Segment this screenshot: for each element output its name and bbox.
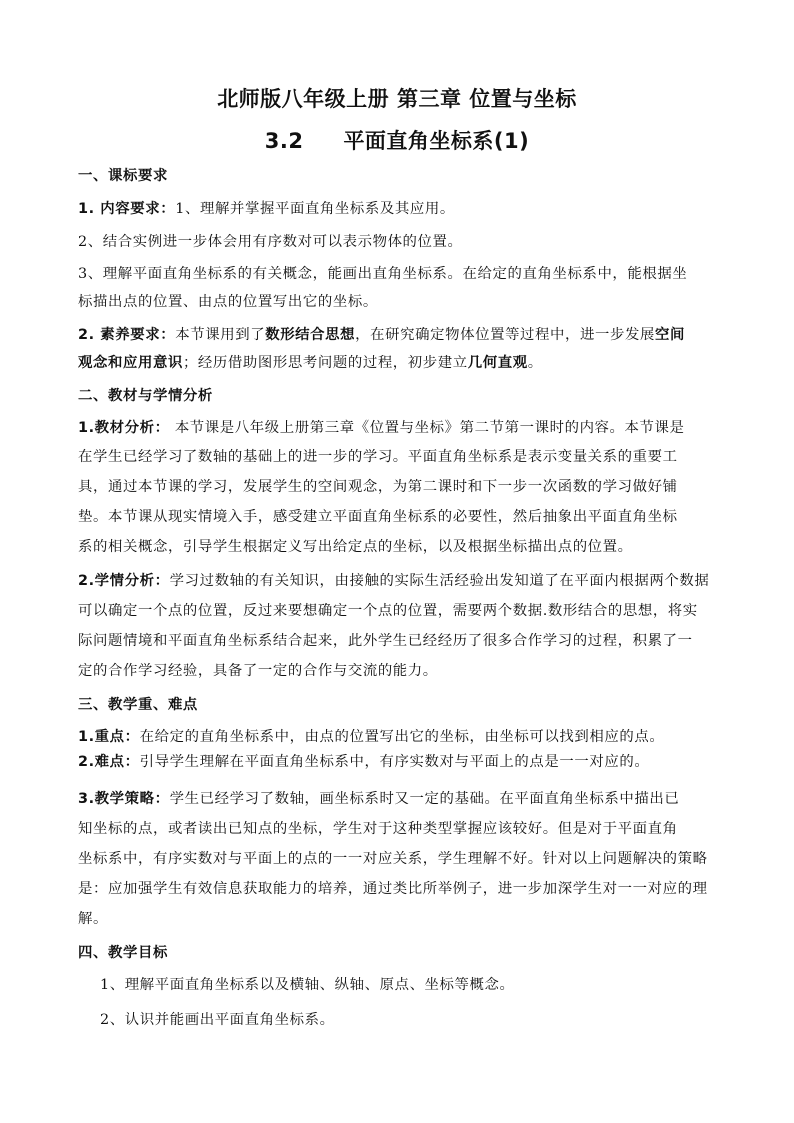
emphasis: 空间 <box>654 327 685 343</box>
text: 在给定的直角坐标系中，由点的位置写出它的坐标，由坐标可以找到相应的点。 <box>139 729 665 745</box>
paragraph-line <box>78 752 726 772</box>
label: 3.教学策略： <box>78 791 170 807</box>
text: 本节课是八年级上册第三章《位置与坐标》第二节第一课时的内容。本节课是 <box>169 420 685 436</box>
text: 学生已经学习了数轴，画坐标系时又一定的基础。在平面直角坐标系中描出已 <box>169 791 680 807</box>
paragraph-line: 具，通过本节课的学习，发展学生的空间观念，为第二课时和下一步一次函数的学习做好铺 <box>78 479 678 495</box>
section-heading-3: 三、教学重、难点 <box>78 697 198 713</box>
label: 1.教材分析： <box>78 420 170 436</box>
paragraph-line: 在学生已经学习了数轴的基础上的进一步的学习。平面直角坐标系是表示变量关系的重要工 <box>78 449 678 465</box>
paragraph-line: 2、结合实例进一步体会用有序数对可以表示物体的位置。 <box>78 234 463 250</box>
emphasis: 观念和应用意识 <box>78 355 183 371</box>
lesson-name: 平面直角坐标系(1) <box>343 129 530 153</box>
paragraph-line <box>78 199 726 219</box>
paragraph-line: 际问题情境和平面直角坐标系结合起来，此外学生已经经历了很多合作学习的过程，积累了一 <box>78 633 693 649</box>
paragraph-line <box>78 418 726 438</box>
label: 2. 素养要求： <box>78 327 176 343</box>
paragraph-line: 3、理解平面直角坐标系的有关概念，能画出直角坐标系。在给定的直角坐标系中，能根据坐 <box>78 266 688 282</box>
text: 1、理解并掌握平面直角坐标系及其应用。 <box>175 201 455 217</box>
paragraph-line: 标描出点的位置、由点的位置写出它的坐标。 <box>78 294 378 310</box>
paragraph-line <box>78 325 726 345</box>
text: ；经历借助图形思考问题的过程，初步建立 <box>182 355 468 371</box>
paragraph-line: 1、理解平面直角坐标系以及横轴、纵轴、原点、坐标等概念。 <box>100 977 515 993</box>
text: 。 <box>527 355 543 371</box>
section-heading-2: 二、教材与学情分析 <box>78 388 213 404</box>
label: 2.学情分析： <box>78 573 170 589</box>
paragraph-line: 知坐标的点，或者读出已知点的坐标，学生对于这种类型掌握应该较好。但是对于平面直角 <box>78 821 678 837</box>
text: 引导学生理解在平面直角坐标系中，有序实数对与平面上的点是一一对应的。 <box>139 754 650 770</box>
paragraph-line: 坐标系中，有序实数对与平面上的点的一一对应关系，学生理解不好。针对以上问题解决的策略 <box>78 851 708 867</box>
paragraph-line: 系的相关概念，引导学生根据定义写出给定点的坐标，以及根据坐标描出点的位置。 <box>78 539 633 555</box>
label: 2.难点： <box>78 754 140 770</box>
paragraph-line <box>78 353 726 373</box>
text: ，在研究确定物体位置等过程中，进一步发展 <box>355 327 655 343</box>
paragraph-line: 垫。本节课从现实情境入手，感受建立平面直角坐标系的必要性，然后抽象出平面直角坐标 <box>78 509 678 525</box>
paragraph-line: 定的合作学习经验，具备了一定的合作与交流的能力。 <box>78 663 438 679</box>
paragraph-line <box>78 789 726 809</box>
paragraph-line: 可以确定一个点的位置，反过来要想确定一个点的位置，需要两个数据.数形结合的思想，将实 <box>78 603 698 619</box>
text: 本节课用到了 <box>175 327 266 343</box>
paragraph-line <box>78 727 726 747</box>
lesson-number: 3.2 <box>264 129 304 153</box>
emphasis: 数形结合思想 <box>265 327 356 343</box>
label: 1.重点： <box>78 729 140 745</box>
paragraph-line: 解。 <box>78 911 108 927</box>
lesson-title <box>0 125 794 155</box>
label: 1. 内容要求： <box>78 201 176 217</box>
paragraph-line <box>78 571 726 591</box>
emphasis: 几何直观 <box>467 355 528 371</box>
paragraph-line: 是：应加强学生有效信息获取能力的培养，通过类比所举例子，进一步加深学生对一一对应的理 <box>78 881 708 897</box>
paragraph-line: 2、认识并能画出平面直角坐标系。 <box>100 1012 335 1028</box>
document-title: 北师版八年级上册 第三章 位置与坐标 <box>217 87 577 111</box>
section-heading-4: 四、教学目标 <box>78 945 168 961</box>
section-heading-1: 一、课标要求 <box>78 168 168 184</box>
text: 学习过数轴的有关知识，由接触的实际生活经验出发知道了在平面内根据两个数据 <box>169 573 710 589</box>
